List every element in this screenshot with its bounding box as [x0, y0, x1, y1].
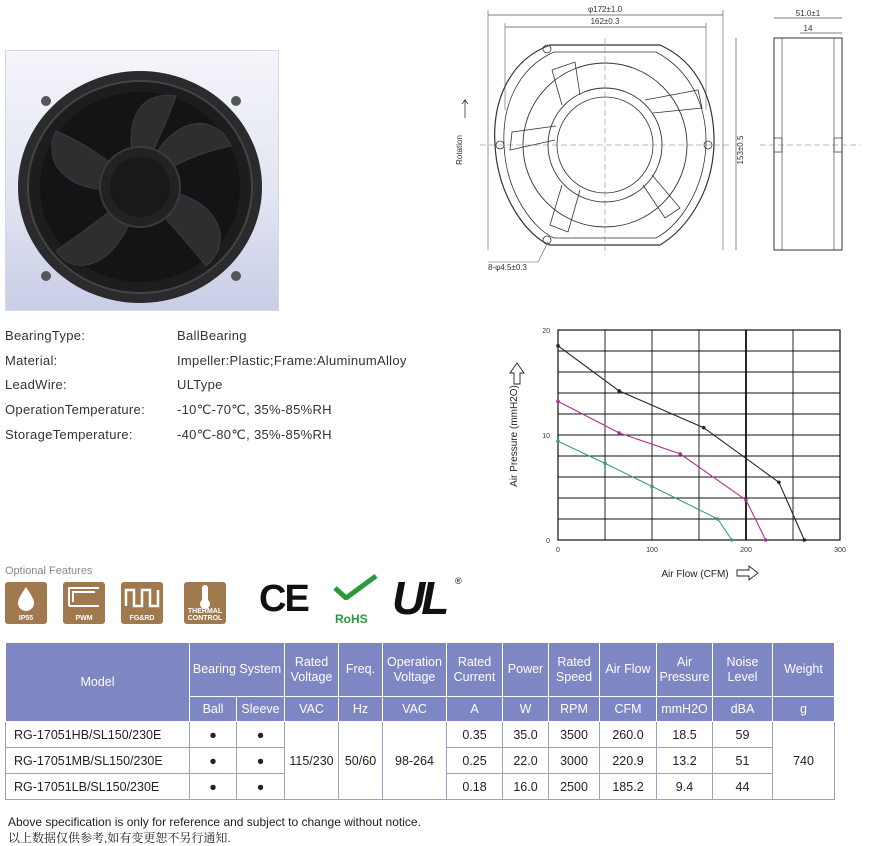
unit-current: A — [447, 697, 503, 722]
spec-key: StorageTemperature: — [5, 427, 133, 442]
chart-y-tick-label: 0 — [546, 538, 550, 545]
cell-voltage: 115/230 — [285, 722, 339, 800]
header-current: Rated Current — [447, 643, 503, 697]
chart-data-point — [716, 517, 720, 521]
right-arrow-icon — [737, 566, 758, 580]
cell-sleeve: ● — [237, 722, 285, 748]
cell-noise: 44 — [713, 774, 773, 800]
cell-model: RG-17051HB/SL150/230E — [6, 722, 190, 748]
pwm-icon — [63, 582, 105, 624]
dim-outer-diameter: φ172±1.0 — [587, 5, 623, 14]
cell-power: 16.0 — [503, 774, 549, 800]
chart-data-point — [764, 538, 768, 542]
dim-holes: 8-φ4.5±0.3 — [488, 263, 527, 272]
spec-key: Material: — [5, 353, 58, 368]
unit-freq: Hz — [339, 697, 383, 722]
spec-key: BearingType: — [5, 328, 86, 343]
header-airflow: Air Flow — [600, 643, 657, 697]
dim-height: 153±0.5 — [736, 135, 745, 165]
chart-y-tick-label: 10 — [542, 433, 550, 440]
header-freq: Freq. — [339, 643, 383, 697]
chart-data-point — [556, 440, 560, 444]
thermal-control-icon — [184, 582, 226, 624]
product-photo — [5, 50, 279, 311]
chart-data-point — [702, 426, 706, 430]
chart-data-point — [556, 400, 560, 404]
cell-ball: ● — [190, 748, 237, 774]
header-noise: Noise Level — [713, 643, 773, 697]
cell-speed: 3500 — [549, 722, 600, 748]
unit-weight: g — [773, 697, 835, 722]
unit-pressure: mmH2O — [657, 697, 713, 722]
cell-model: RG-17051LB/SL150/230E — [6, 774, 190, 800]
cell-current: 0.25 — [447, 748, 503, 774]
chart-data-point — [730, 538, 734, 542]
dim-inner-width: 162±0.3 — [590, 17, 620, 26]
spec-value: Impeller:Plastic;Frame:AluminumAlloy — [177, 353, 407, 368]
ip55-icon — [5, 582, 47, 624]
chart-x-tick-label: 300 — [834, 547, 846, 554]
cell-current: 0.18 — [447, 774, 503, 800]
cell-ball: ● — [190, 722, 237, 748]
chart-data-point — [650, 485, 654, 489]
cell-op-voltage: 98-264 — [383, 722, 447, 800]
ip55-label: IP55 — [18, 615, 34, 622]
unit-speed: RPM — [549, 697, 600, 722]
up-arrow-icon — [510, 363, 524, 384]
cell-airflow: 260.0 — [600, 722, 657, 748]
note-english: Above specification is only for reference and subject to change without notice. — [8, 815, 421, 829]
cell-current: 0.35 — [447, 722, 503, 748]
chart-data-point — [777, 480, 781, 484]
table-header-row — [6, 643, 835, 697]
spec-table — [5, 642, 835, 800]
unit-ball: Ball — [190, 697, 237, 722]
header-speed: Rated Speed — [549, 643, 600, 697]
rotation-arrow-icon — [462, 100, 468, 118]
unit-op-voltage: VAC — [383, 697, 447, 722]
cell-weight: 740 — [773, 722, 835, 800]
unit-noise: dBA — [713, 697, 773, 722]
chart-data-point — [678, 452, 682, 456]
rohs-check-icon — [332, 574, 378, 600]
dim-depth-inner: 14 — [803, 24, 813, 33]
chart-xlabel: Air Flow (CFM) — [661, 569, 729, 580]
header-weight: Weight — [773, 643, 835, 697]
dimension-drawing — [440, 0, 870, 275]
spec-value: -10℃-70℃, 35%-85%RH — [177, 402, 332, 417]
pwm-label: PWM — [75, 615, 93, 622]
chart-data-point — [556, 344, 560, 348]
optional-features-title: Optional Features — [5, 565, 93, 577]
rotation-label: Rotation — [455, 135, 464, 165]
cell-noise: 59 — [713, 722, 773, 748]
chart-ylabel: Air Pressure (mmH2O) — [509, 385, 520, 487]
cell-freq: 50/60 — [339, 722, 383, 800]
chart-x-tick-label: 0 — [556, 547, 560, 554]
chart-x-tick-label: 200 — [740, 547, 752, 554]
cell-airflow: 185.2 — [600, 774, 657, 800]
header-model: Model — [6, 643, 190, 722]
thermal-control-label: THERMAL CONTROL — [187, 608, 223, 622]
chart-x-tick-label: 100 — [646, 547, 658, 554]
ce-mark: CE — [259, 578, 308, 620]
header-power: Power — [503, 643, 549, 697]
unit-sleeve: Sleeve — [237, 697, 285, 722]
registered-mark: ® — [455, 576, 462, 586]
spec-key: OperationTemperature: — [5, 402, 145, 417]
chart-data-point — [802, 538, 806, 542]
chart-data-point — [617, 431, 621, 435]
cell-power: 35.0 — [503, 722, 549, 748]
header-bearing: Bearing System — [190, 643, 285, 697]
spec-key: LeadWire: — [5, 377, 67, 392]
ul-mark: UL — [392, 572, 446, 624]
chart-y-tick-label: 20 — [542, 328, 550, 335]
cell-sleeve: ● — [237, 748, 285, 774]
cell-model: RG-17051MB/SL150/230E — [6, 748, 190, 774]
cell-ball: ● — [190, 774, 237, 800]
spec-value: -40℃-80℃, 35%-85%RH — [177, 427, 332, 442]
cell-speed: 2500 — [549, 774, 600, 800]
fan-photo-image — [6, 51, 278, 310]
cell-pressure: 13.2 — [657, 748, 713, 774]
fg-rd-label: FG&RD — [129, 615, 155, 622]
fg-rd-icon — [121, 582, 163, 624]
cell-sleeve: ● — [237, 774, 285, 800]
rohs-mark: RoHS — [335, 612, 368, 626]
dim-depth: 51.0±1 — [795, 9, 821, 18]
cell-speed: 3000 — [549, 748, 600, 774]
unit-power: W — [503, 697, 549, 722]
header-op-voltage: Operation Voltage — [383, 643, 447, 697]
chart-data-point — [603, 462, 607, 466]
spec-value: ULType — [177, 377, 223, 392]
cell-airflow: 220.9 — [600, 748, 657, 774]
spec-value: BallBearing — [177, 328, 247, 343]
chart-grid — [558, 330, 840, 540]
note-chinese: 以上数据仅供参考,如有变更恕不另行通知. — [8, 831, 231, 845]
header-voltage: Rated Voltage — [285, 643, 339, 697]
unit-voltage: VAC — [285, 697, 339, 722]
cell-pressure: 9.4 — [657, 774, 713, 800]
cell-power: 22.0 — [503, 748, 549, 774]
chart-data-point — [744, 498, 748, 502]
cell-noise: 51 — [713, 748, 773, 774]
pq-curve-chart — [505, 318, 850, 588]
cell-pressure: 18.5 — [657, 722, 713, 748]
header-pressure: Air Pressure — [657, 643, 713, 697]
chart-data-point — [617, 389, 621, 393]
unit-airflow: CFM — [600, 697, 657, 722]
table-row — [6, 722, 835, 748]
